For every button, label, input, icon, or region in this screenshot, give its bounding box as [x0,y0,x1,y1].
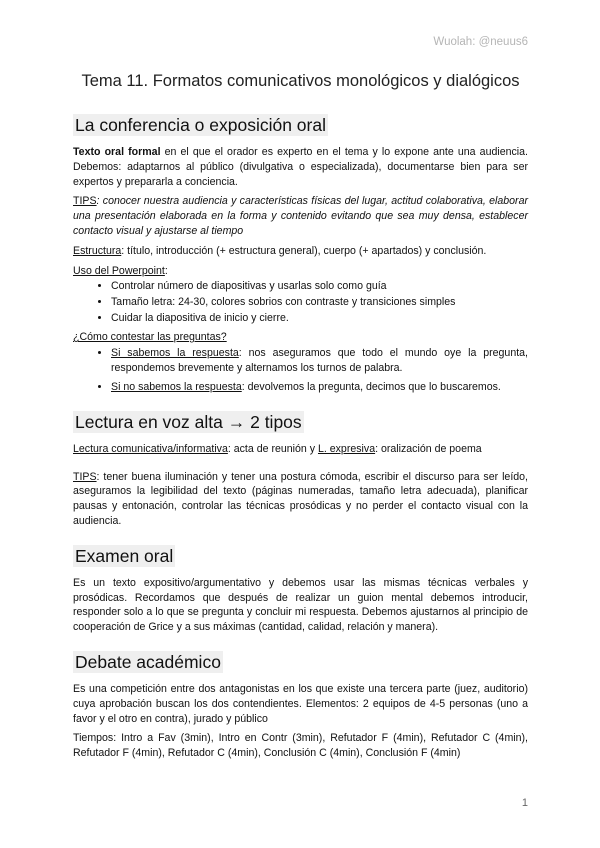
page-number: 1 [521,797,528,809]
lectura-tipos: Lectura comunicativa/informativa: acta de reunión y L. expresiva: oralización de poema [73,442,482,455]
debate-text: Es una competición entre dos antagonistas en los que existe una tercera parte (juez, auditorio) cuya aprobación buscan los dos contendientes. Elementos: 2 equipos de 4-5 personas (uno a favor y el otro en contra), jurado y público [73,682,528,725]
list-item: • Si no sabemos la respuesta: devolvemos la pregunta, decimos que lo buscaremos. [111,380,528,395]
list-item: • Tamaño letra: 24-30, colores sobrios con contraste y transiciones simples [111,295,528,310]
document-body [73,72,528,766]
debate-tiempos: Tiempos: Intro a Fav (3min), Intro en Contr (3min), Refutador F (4min), Refutador C (4min), Refutador F (4min), Refutador C (4min), Conclusión C (4min), Conclusión F (4min) [73,732,528,760]
preguntas-label: ¿Cómo contestar las preguntas? [73,331,227,344]
conferencia-intro: Texto oral formal en el que el orador es experto en el tema y lo expone ante una audiencia. Debemos: adaptarnos al público (divulgativa o especializada), documentarse bien para ser expertos y prepararla a conciencia. [73,146,528,188]
preguntas-list [73,346,528,395]
conferencia-estructura: Estructura: título, introducción (+ estructura general), cuerpo (+ apartados) y conclusión. [73,244,487,257]
examen-text: Es un texto expositivo/argumentativo y debemos usar las mismas técnicas verbales y prosódicas. Recordamos que después de realizar un guion mental debemos introducir, responder solo a lo que se pregunta y concluir mi respuesta. Debemos ajustarnos al principio de cooperación de Grice y a sus máximas (cantidad, calidad, relación y manera). [73,576,528,634]
section-heading-conferencia: La conferencia o exposición oral [75,115,326,135]
list-item: • Si sabemos la respuesta: nos aseguramos que todo el mundo oye la pregunta, respondemos brevemente y alternamos los turnos de palabra. [111,346,528,375]
list-item: • Controlar número de diapositivas y usarlas solo como guía [111,279,528,294]
page-title: Tema 11. Formatos comunicativos monológicos y dialógicos [81,72,520,90]
powerpoint-label: Uso del Powerpoint: [73,264,168,277]
section-heading-debate: Debate académico [75,651,221,672]
powerpoint-list [73,279,528,325]
section-heading-examen: Examen oral [75,545,174,566]
conferencia-tips: TIPS: conocer nuestra audiencia y características físicas del lugar, actitud colaborativa, elaborar una presentación elaborada en la forma y contenido evitando que sea muy densa, establecer contacto visual y ajustarse al tiempo [73,195,528,237]
watermark: Wuolah: @neuus6 [433,36,528,48]
list-item: • Cuidar la diapositiva de inicio y cierre. [111,311,528,326]
lectura-tips: TIPS: tener buena iluminación y tener una postura cómoda, escribir el discurso para ser leído, aseguramos la legibilidad del texto (páginas numeradas, tamaño letra adecuada), planificar pausas y entonación, controlar las técnicas prosódicas y no perder el contacto visual con la audiencia. [73,470,528,527]
section-heading-lectura: Lectura en voz alta → 2 tipos [75,411,302,432]
